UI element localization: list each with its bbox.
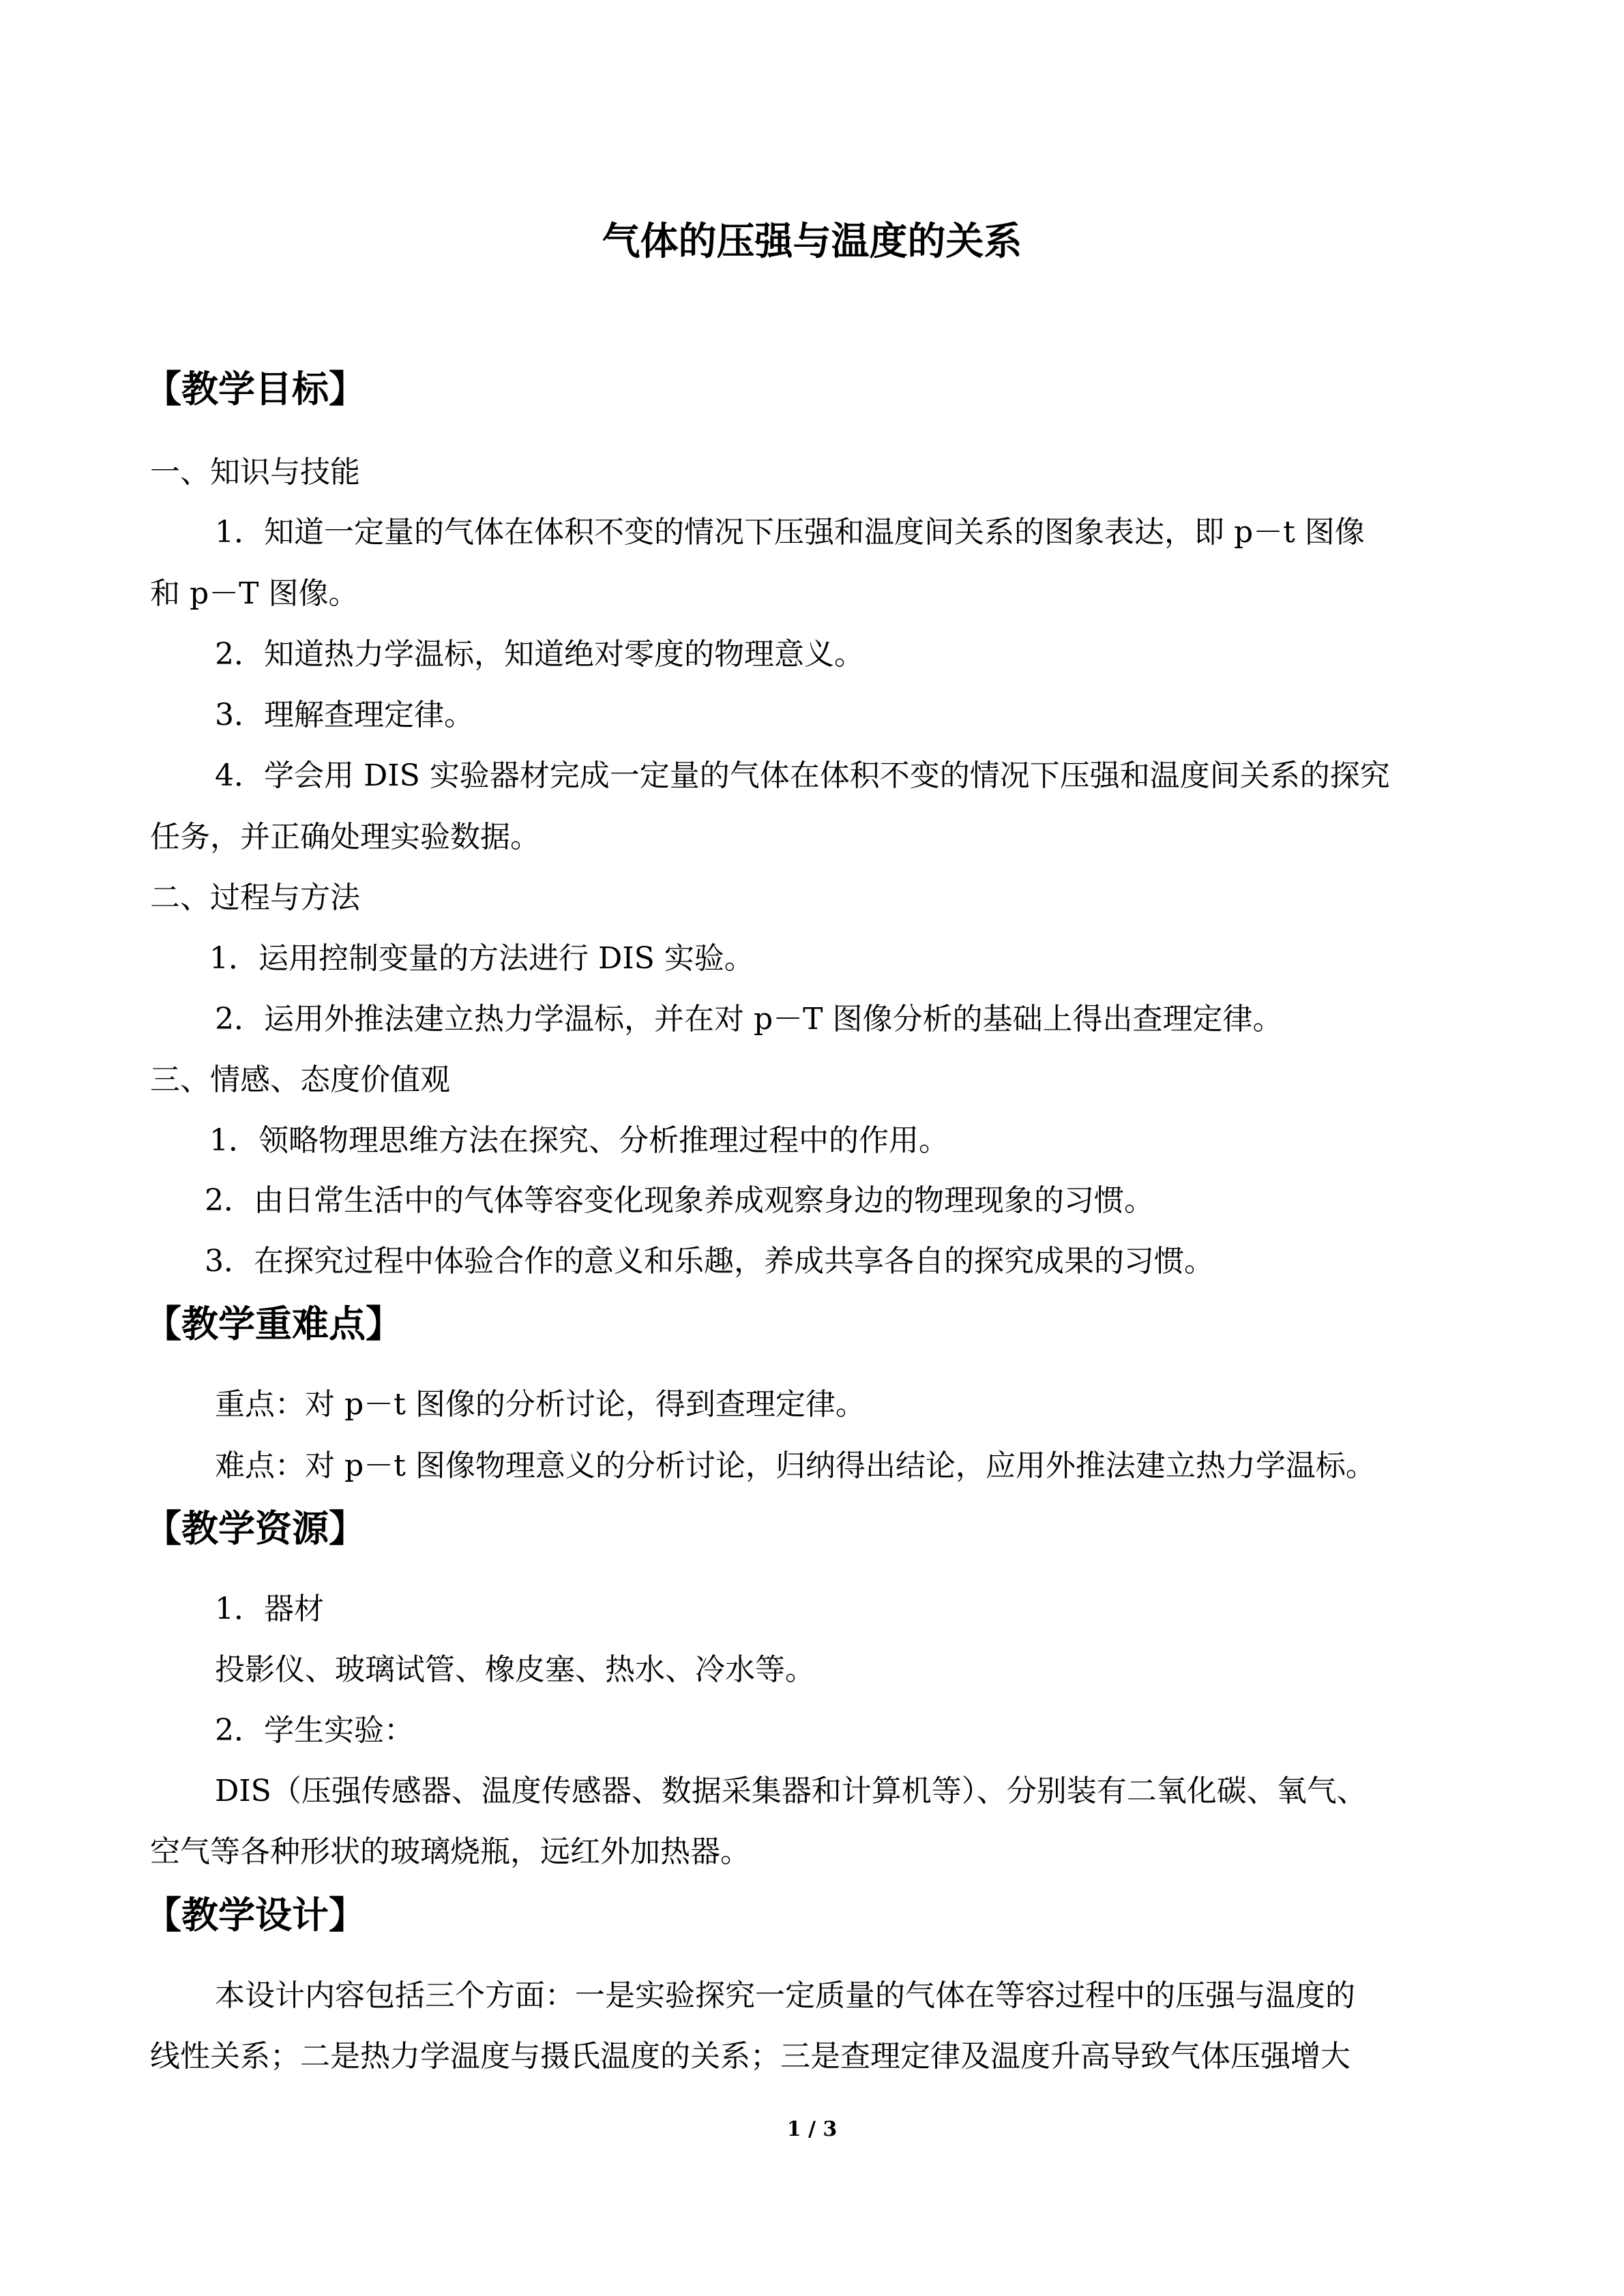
page-number: 1 / 3 xyxy=(786,2117,838,2141)
objectives-part3-item1: 1．领略物理思维方法在探究、分析推理过程中的作用。 xyxy=(209,1123,949,1158)
objectives-part3-heading: 三、情感、态度价值观 xyxy=(150,1062,450,1097)
resources-item2-line1: DIS（压强传感器、温度传感器、数据采集器和计算机等）、分别装有二氧化碳、氧气、 xyxy=(215,1774,1367,1808)
key-points-important: 重点：对 p－t 图像的分析讨论，得到查理定律。 xyxy=(215,1387,866,1422)
section-heading-resources: 【教学资源】 xyxy=(145,1507,366,1550)
objectives-part1-item1-line1: 1．知道一定量的气体在体积不变的情况下压强和温度间关系的图象表达，即 p－t 图像 xyxy=(215,515,1365,550)
objectives-part3-item2: 2．由日常生活中的气体等容变化现象养成观察身边的物理现象的习惯。 xyxy=(205,1183,1154,1218)
key-points-difficult: 难点：对 p－t 图像物理意义的分析讨论，归纳得出结论，应用外推法建立热力学温标。 xyxy=(215,1448,1376,1483)
design-line1: 本设计内容包括三个方面：一是实验探究一定质量的气体在等容过程中的压强与温度的 xyxy=(215,1978,1355,2013)
objectives-part2-item1: 1．运用控制变量的方法进行 DIS 实验。 xyxy=(209,941,754,976)
objectives-part3-item3: 3．在探究过程中体验合作的意义和乐趣，养成共享各自的探究成果的习惯。 xyxy=(205,1244,1214,1279)
resources-item2-line2: 空气等各种形状的玻璃烧瓶，远红外加热器。 xyxy=(150,1834,750,1869)
design-line2: 线性关系；二是热力学温度与摄氏温度的关系；三是查理定律及温度升高导致气体压强增大 xyxy=(150,2039,1350,2074)
objectives-part2-item2: 2．运用外推法建立热力学温标，并在对 p－T 图像分析的基础上得出查理定律。 xyxy=(215,1002,1283,1037)
objectives-part1-heading: 一、知识与技能 xyxy=(150,455,360,490)
section-heading-design: 【教学设计】 xyxy=(145,1894,366,1937)
resources-item1-text: 投影仪、玻璃试管、橡皮塞、热水、冷水等。 xyxy=(215,1652,815,1687)
objectives-part1-item1-line2: 和 p－T 图像。 xyxy=(150,576,359,611)
section-heading-key-points: 【教学重难点】 xyxy=(145,1302,402,1345)
document-title: 气体的压强与温度的关系 xyxy=(602,220,1022,264)
objectives-part1-item3: 3．理解查理定律。 xyxy=(215,698,474,732)
objectives-part1-item4-line1: 4．学会用 DIS 实验器材完成一定量的气体在体积不变的情况下压强和温度间关系的探究 xyxy=(215,758,1390,793)
objectives-part1-item4-line2: 任务，并正确处理实验数据。 xyxy=(150,820,540,854)
resources-item1-heading: 1．器材 xyxy=(215,1592,324,1626)
resources-item2-heading: 2．学生实验： xyxy=(215,1713,414,1748)
objectives-part2-heading: 二、过程与方法 xyxy=(150,880,360,915)
section-heading-objectives: 【教学目标】 xyxy=(145,368,366,411)
objectives-part1-item2: 2．知道热力学温标，知道绝对零度的物理意义。 xyxy=(215,637,864,672)
